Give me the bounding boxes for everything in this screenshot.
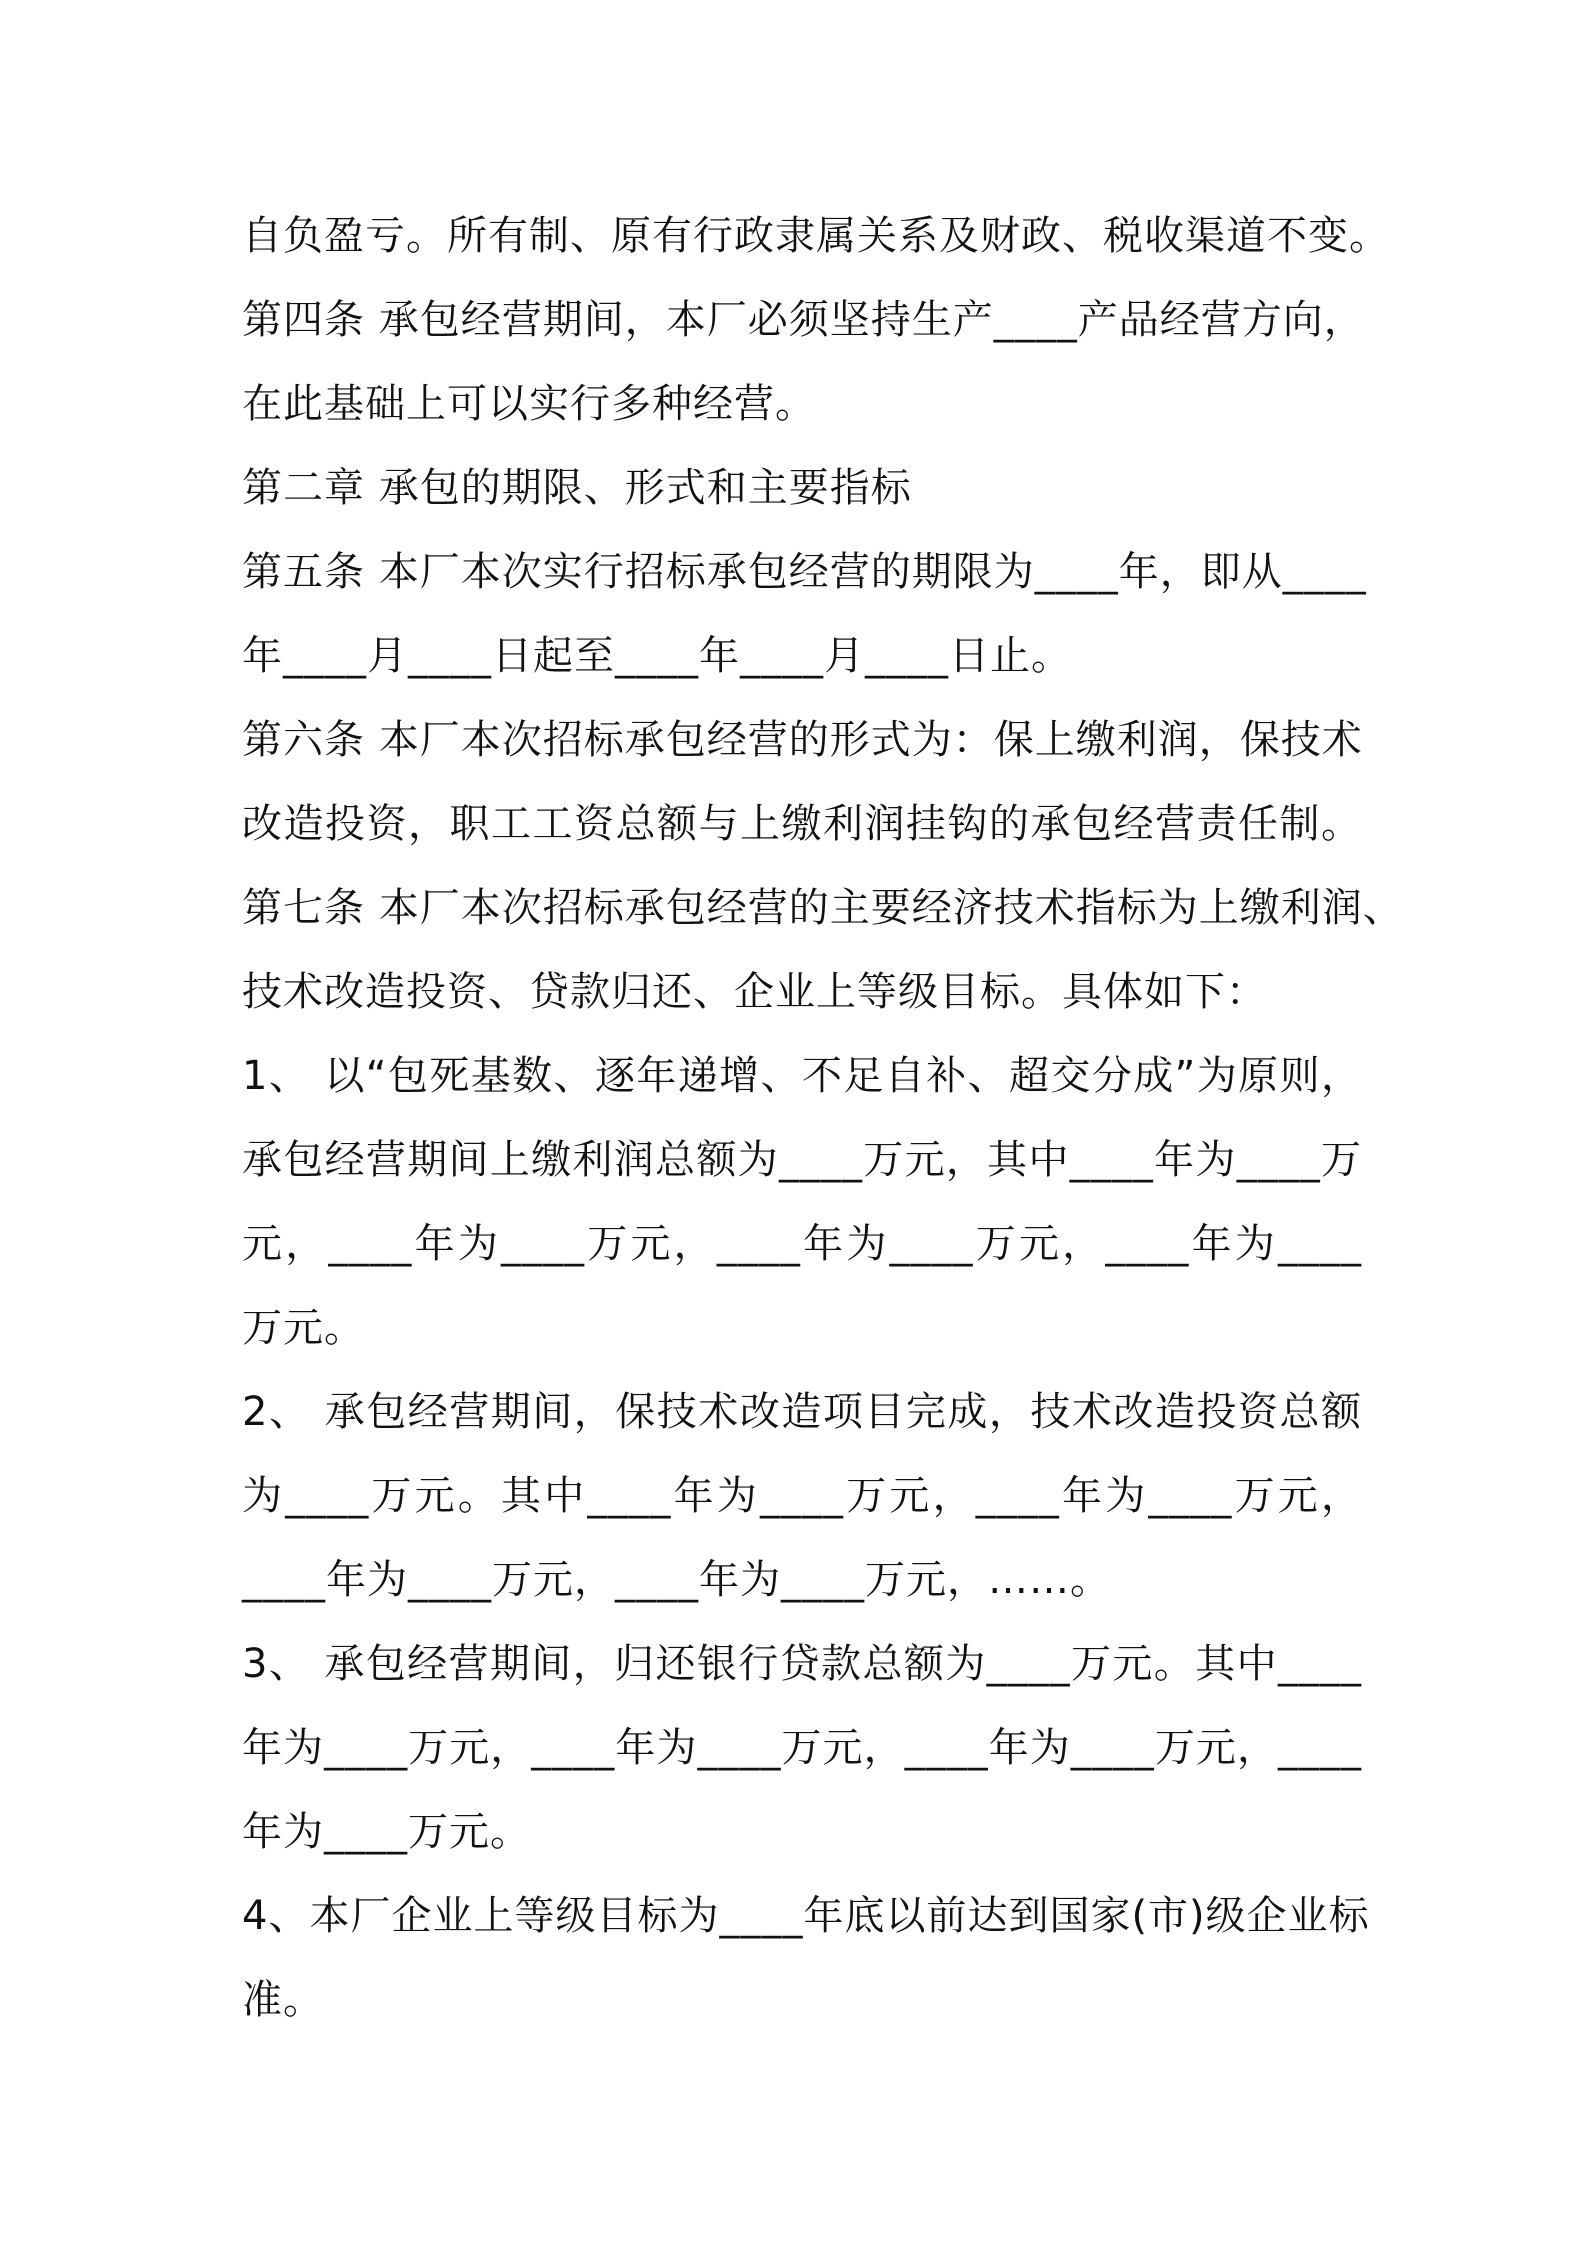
text-line: 准。 <box>242 1977 324 2023</box>
text-line: 改造投资，职工工资总额与上缴利润挂钩的承包经营责任制。 <box>242 801 1362 847</box>
text-line: 万元。 <box>242 1305 365 1351</box>
article-4-line: 第四条 承包经营期间，本厂必须坚持生产____产品经营方向， <box>242 297 1365 343</box>
article-6-line: 第六条 本厂本次招标承包经营的形式为：保上缴利润，保技术 <box>242 717 1363 763</box>
text-line: 年为____万元，____年为____万元，____年为____万元，____ <box>242 1725 1362 1771</box>
text-line: 在此基础上可以实行多种经营。 <box>242 381 816 427</box>
text-line: 元，____年为____万元，____年为____万元，____年为____ <box>242 1221 1362 1267</box>
item-3-line: 3、 承包经营期间，归还银行贷款总额为____万元。其中____ <box>242 1641 1362 1687</box>
text-line: 承包经营期间上缴利润总额为____万元，其中____年为____万 <box>242 1137 1362 1183</box>
item-4-line: 4、本厂企业上等级目标为____年底以前达到国家(市)级企业标 <box>242 1893 1370 1939</box>
text-line: 年____月____日起至____年____月____日止。 <box>242 633 1072 679</box>
article-7-line: 第七条 本厂本次招标承包经营的主要经济技术指标为上缴利润、 <box>242 885 1404 931</box>
item-1-line: 1、 以“包死基数、逐年递增、不足自补、超交分成”为原则， <box>242 1053 1362 1099</box>
text-line: 为____万元。其中____年为____万元，____年为____万元， <box>242 1473 1362 1519</box>
text-line: 技术改造投资、贷款归还、企业上等级目标。具体如下： <box>242 969 1267 1015</box>
document-body <box>242 194 1404 2042</box>
text-line: ____年为____万元，____年为____万元，……。 <box>242 1557 1111 1603</box>
chapter-heading: 第二章 承包的期限、形式和主要指标 <box>242 465 912 511</box>
text-line: 自负盈亏。所有制、原有行政隶属关系及财政、税收渠道不变。 <box>242 213 1390 259</box>
item-2-line: 2、 承包经营期间，保技术改造项目完成，技术改造投资总额 <box>242 1389 1362 1435</box>
article-5-line: 第五条 本厂本次实行招标承包经营的期限为____年，即从____ <box>242 549 1367 595</box>
text-line: 年为____万元。 <box>242 1809 531 1855</box>
